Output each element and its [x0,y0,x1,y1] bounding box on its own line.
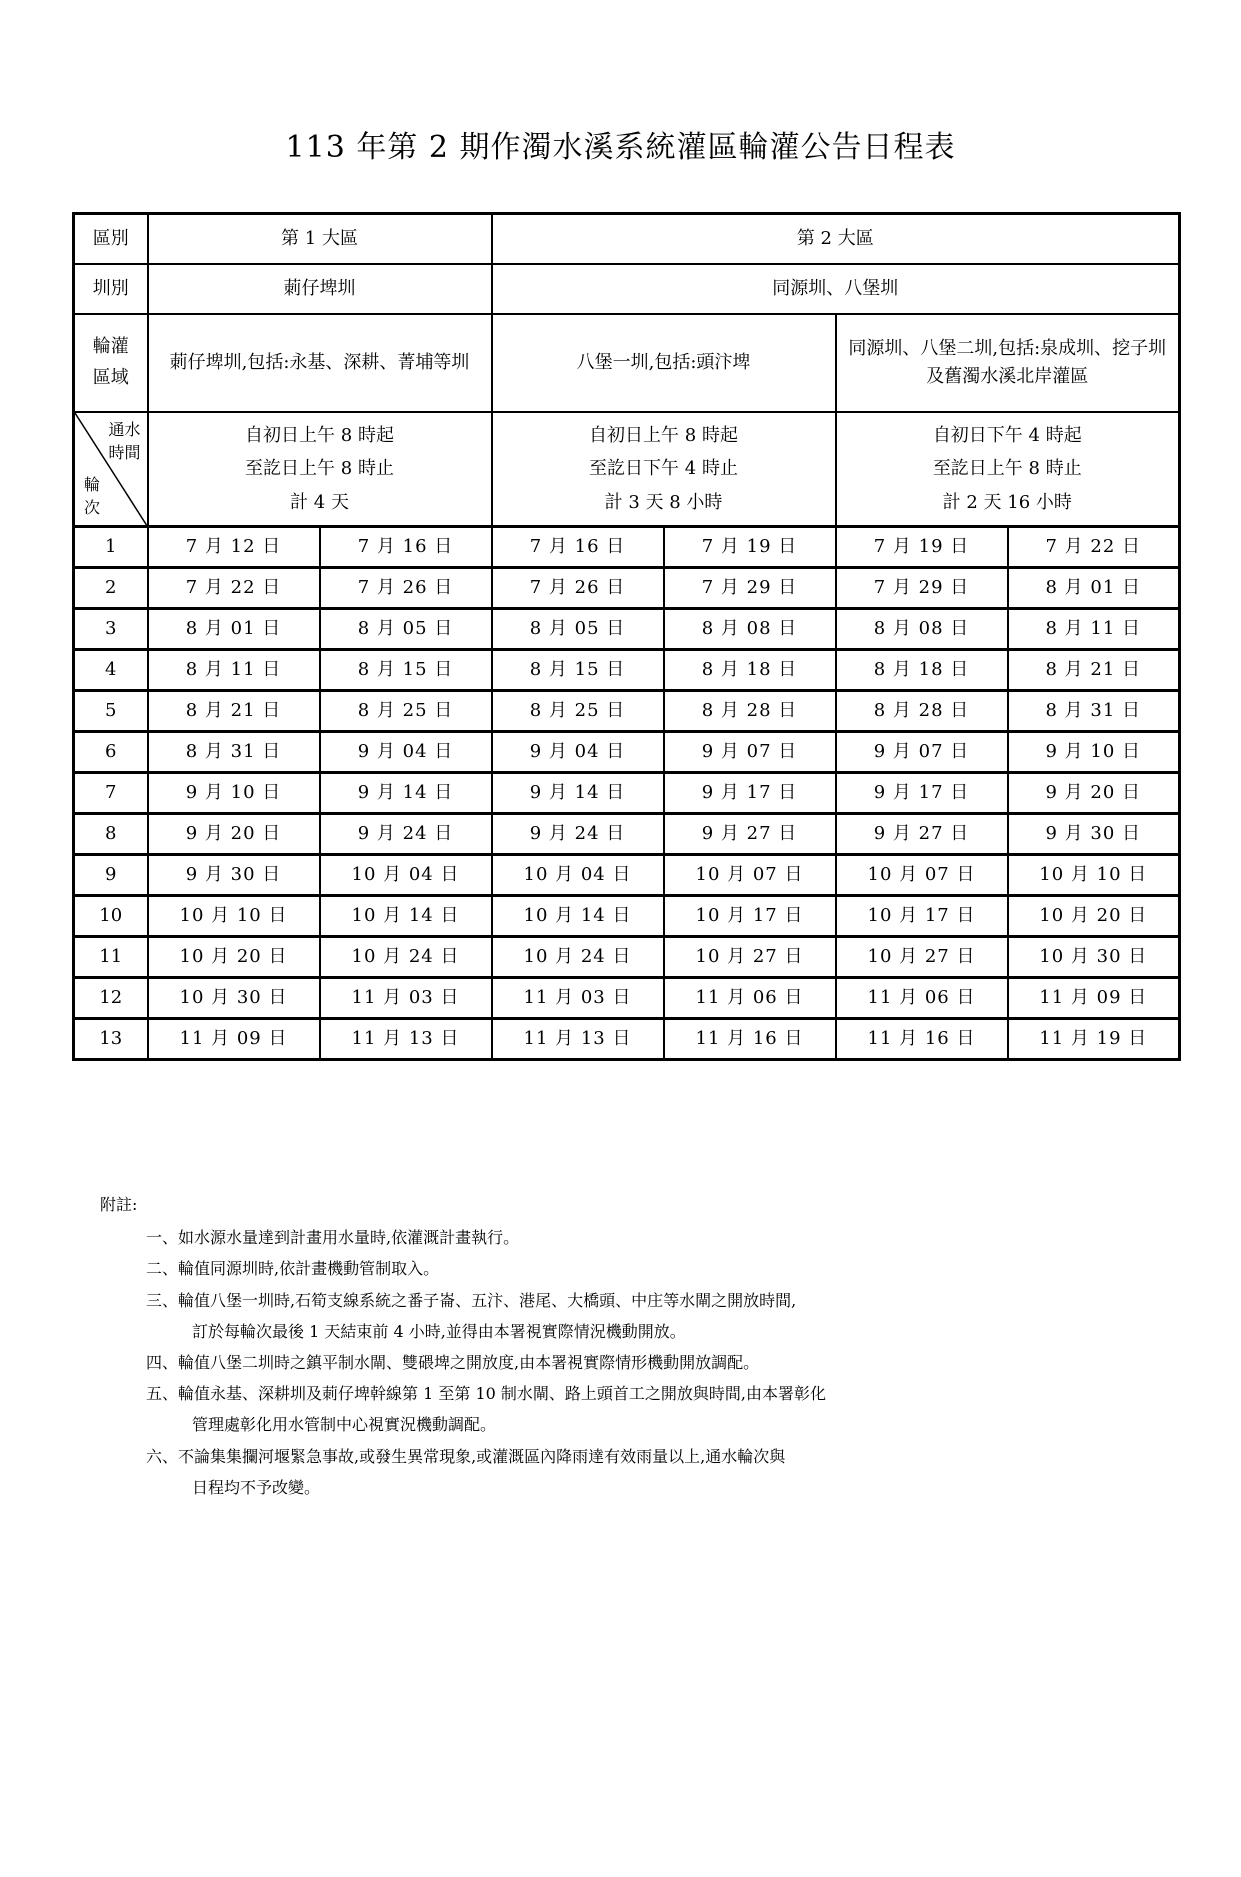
round-number: 12 [74,978,148,1019]
date-cell: 10 月 27 日 [836,937,1008,978]
diagonal-bottom-label: 輪次 [83,474,100,517]
date-cell: 9 月 17 日 [836,773,1008,814]
table-row [74,691,1180,732]
date-cell: 9 月 07 日 [664,732,836,773]
date-cell: 7 月 29 日 [836,568,1008,609]
date-cell: 8 月 25 日 [320,691,492,732]
time-1-line-1: 自初日上午 8 時起 [245,425,394,447]
time-3-line-3: 計 2 天 16 小時 [942,491,1072,513]
notes-heading: 附註: [100,1195,138,1214]
date-cell: 11 月 06 日 [836,978,1008,1019]
date-cell: 8 月 01 日 [1008,568,1180,609]
date-cell: 8 月 15 日 [492,650,664,691]
date-cell: 7 月 22 日 [1008,527,1180,568]
date-cell: 7 月 26 日 [492,568,664,609]
date-cell: 10 月 30 日 [148,978,320,1019]
table-row [74,814,1180,855]
rounds-body [74,527,1180,1060]
canal-row-label: 圳別 [74,264,148,314]
header-body [74,214,1180,527]
date-cell: 8 月 05 日 [320,609,492,650]
date-cell: 8 月 08 日 [836,609,1008,650]
date-cell: 10 月 10 日 [1008,855,1180,896]
date-cell: 11 月 16 日 [836,1019,1008,1060]
district-1: 第 1 大區 [148,214,492,265]
time-1-line-2: 至訖日上午 8 時止 [245,458,394,480]
table-row [74,527,1180,568]
date-cell: 11 月 06 日 [664,978,836,1019]
date-cell: 11 月 16 日 [664,1019,836,1060]
district-row [74,214,1180,265]
date-cell: 11 月 03 日 [320,978,492,1019]
note-line: 一、如水源水量達到計畫用水量時,依灌溉計畫執行。 [146,1228,520,1248]
time-1-line-3: 計 4 天 [290,491,349,513]
date-cell: 9 月 07 日 [836,732,1008,773]
date-cell: 8 月 01 日 [148,609,320,650]
note-line: 二、輪值同源圳時,依計畫機動管制取入。 [146,1259,440,1279]
area-2: 八堡一圳,包括:頭汴埤 [492,314,836,412]
round-number: 4 [74,650,148,691]
date-cell: 7 月 16 日 [320,527,492,568]
table-row [74,1019,1180,1060]
date-cell: 10 月 10 日 [148,896,320,937]
area-3: 同源圳、八堡二圳,包括:泉成圳、挖子圳及舊濁水溪北岸灌區 [836,314,1180,412]
date-cell: 10 月 17 日 [664,896,836,937]
date-cell: 9 月 14 日 [320,773,492,814]
note-line: 管理處彰化用水管制中心視實況機動調配。 [192,1415,497,1435]
area-row-label-text: 輪灌區域 [92,336,129,388]
note-line: 日程均不予改變。 [192,1477,321,1497]
date-cell: 10 月 07 日 [836,855,1008,896]
date-cell: 9 月 24 日 [320,814,492,855]
time-3 [836,412,1180,527]
date-cell: 9 月 20 日 [148,814,320,855]
notes-section [100,1189,1241,1503]
date-cell: 7 月 19 日 [664,527,836,568]
date-cell: 9 月 17 日 [664,773,836,814]
table-row [74,896,1180,937]
date-cell: 8 月 11 日 [148,650,320,691]
date-cell: 10 月 20 日 [1008,896,1180,937]
table-row [74,978,1180,1019]
date-cell: 11 月 13 日 [492,1019,664,1060]
table-row [74,855,1180,896]
note-line: 訂於每輪次最後 1 天結束前 4 小時,並得由本署視實際情況機動開放。 [192,1321,686,1341]
date-cell: 7 月 19 日 [836,527,1008,568]
date-cell: 10 月 30 日 [1008,937,1180,978]
date-cell: 8 月 25 日 [492,691,664,732]
table-row [74,732,1180,773]
round-number: 11 [74,937,148,978]
date-cell: 9 月 27 日 [836,814,1008,855]
canal-2: 同源圳、八堡圳 [492,264,1180,314]
date-cell: 8 月 28 日 [664,691,836,732]
date-cell: 8 月 18 日 [664,650,836,691]
area-row [74,314,1180,412]
page-title: 113 年第 2 期作濁水溪系統灌區輪灌公告日程表 [285,130,956,165]
round-number: 5 [74,691,148,732]
date-cell: 11 月 19 日 [1008,1019,1180,1060]
date-cell: 7 月 29 日 [664,568,836,609]
table-row [74,937,1180,978]
canal-1: 莿仔埤圳 [148,264,492,314]
date-cell: 8 月 28 日 [836,691,1008,732]
date-cell: 9 月 20 日 [1008,773,1180,814]
time-3-line-1: 自初日下午 4 時起 [932,425,1082,447]
time-2-line-3: 計 3 天 8 小時 [604,491,723,513]
round-number: 2 [74,568,148,609]
round-number: 3 [74,609,148,650]
round-number: 1 [74,527,148,568]
round-number: 6 [74,732,148,773]
date-cell: 10 月 04 日 [492,855,664,896]
notes-list [100,1222,1241,1503]
round-number: 8 [74,814,148,855]
date-cell: 9 月 04 日 [320,732,492,773]
date-cell: 7 月 16 日 [492,527,664,568]
date-cell: 9 月 27 日 [664,814,836,855]
diagonal-top-label: 通水時間 [108,420,141,463]
time-3-line-2: 至訖日上午 8 時止 [932,458,1082,480]
date-cell: 10 月 07 日 [664,855,836,896]
date-cell: 10 月 20 日 [148,937,320,978]
date-cell: 8 月 11 日 [1008,609,1180,650]
date-cell: 8 月 18 日 [836,650,1008,691]
date-cell: 10 月 24 日 [320,937,492,978]
round-number: 10 [74,896,148,937]
date-cell: 10 月 27 日 [664,937,836,978]
date-cell: 10 月 14 日 [320,896,492,937]
date-cell: 9 月 10 日 [148,773,320,814]
date-cell: 8 月 31 日 [1008,691,1180,732]
table-row [74,650,1180,691]
area-row-label [74,314,148,412]
date-cell: 8 月 15 日 [320,650,492,691]
date-cell: 9 月 14 日 [492,773,664,814]
date-cell: 10 月 24 日 [492,937,664,978]
note-line: 五、輪值永基、深耕圳及莿仔埤幹線第 1 至第 10 制水閘、路上頭首工之開放與時間,由本署彰化 [146,1384,826,1404]
time-row [74,412,1180,527]
date-cell: 10 月 04 日 [320,855,492,896]
note-line: 六、不論集集攔河堰緊急事故,或發生異常現象,或灌溉區內降雨達有效雨量以上,通水輪次與 [146,1446,786,1466]
date-cell: 9 月 10 日 [1008,732,1180,773]
time-2-line-2: 至訖日下午 4 時止 [589,458,738,480]
date-cell: 7 月 12 日 [148,527,320,568]
round-number: 9 [74,855,148,896]
schedule-table-wrap [72,212,1241,1061]
date-cell: 8 月 21 日 [1008,650,1180,691]
canal-row [74,264,1180,314]
note-line: 三、輪值八堡一圳時,石筍支線系統之番子崙、五汴、港尾、大橋頭、中庄等水閘之開放時間, [146,1290,797,1310]
round-number: 13 [74,1019,148,1060]
time-2 [492,412,836,527]
district-2: 第 2 大區 [492,214,1180,265]
table-row [74,609,1180,650]
schedule-table [72,212,1181,1061]
round-number: 7 [74,773,148,814]
date-cell: 9 月 30 日 [1008,814,1180,855]
date-cell: 10 月 17 日 [836,896,1008,937]
date-cell: 8 月 21 日 [148,691,320,732]
date-cell: 11 月 03 日 [492,978,664,1019]
note-line: 四、輪值八堡二圳時之鎮平制水閘、雙碨埤之開放度,由本署視實際情形機動開放調配。 [146,1352,760,1372]
time-2-line-1: 自初日上午 8 時起 [589,425,738,447]
date-cell: 11 月 09 日 [148,1019,320,1060]
date-cell: 8 月 08 日 [664,609,836,650]
table-row [74,568,1180,609]
date-cell: 8 月 31 日 [148,732,320,773]
date-cell: 9 月 04 日 [492,732,664,773]
date-cell: 7 月 22 日 [148,568,320,609]
date-cell: 9 月 24 日 [492,814,664,855]
date-cell: 9 月 30 日 [148,855,320,896]
date-cell: 11 月 13 日 [320,1019,492,1060]
date-cell: 10 月 14 日 [492,896,664,937]
date-cell: 11 月 09 日 [1008,978,1180,1019]
area-1: 莿仔埤圳,包括:永基、深耕、菁埔等圳 [148,314,492,412]
time-1 [148,412,492,527]
district-row-label: 區別 [74,214,148,265]
table-row [74,773,1180,814]
date-cell: 8 月 05 日 [492,609,664,650]
diagonal-header-cell [74,412,148,527]
date-cell: 7 月 26 日 [320,568,492,609]
